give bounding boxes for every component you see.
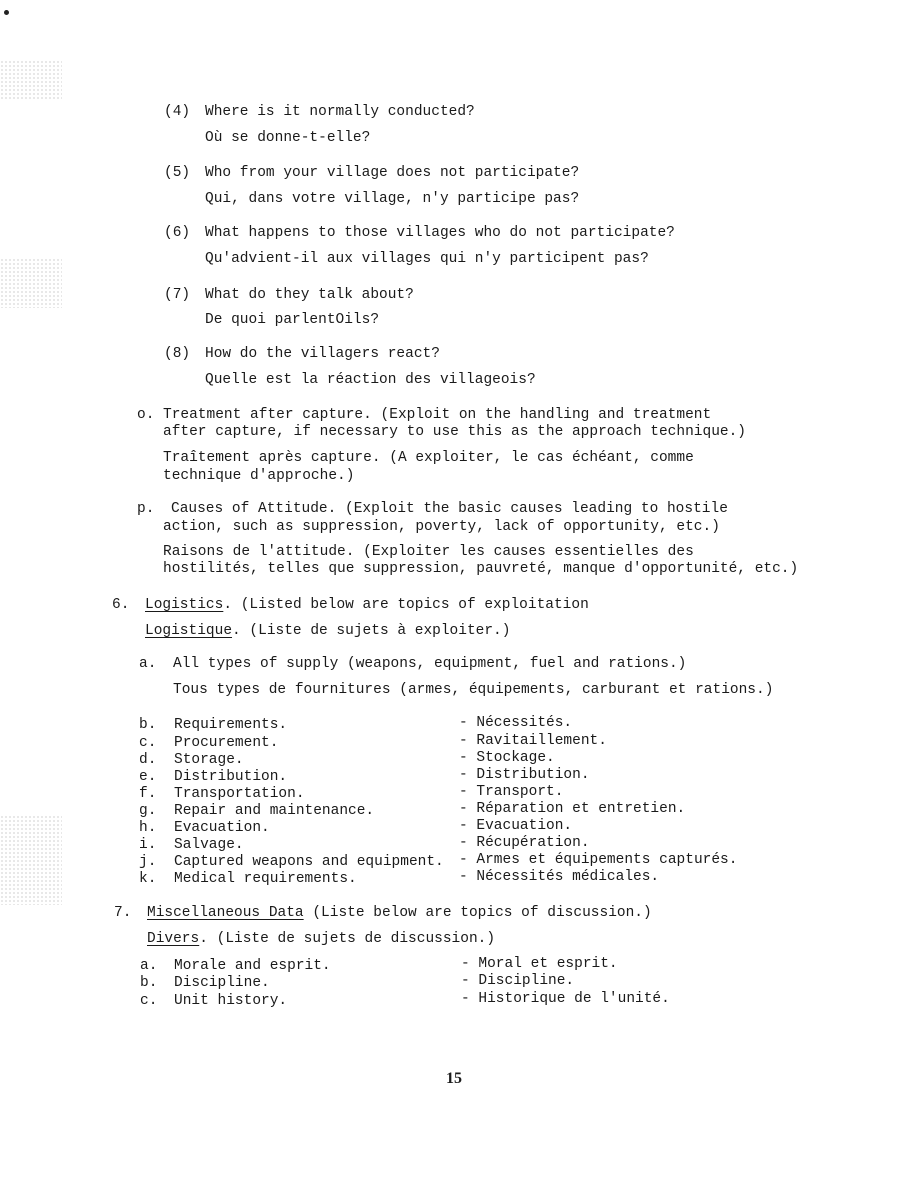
scan-speckle [0,60,62,100]
scan-mark [4,10,9,15]
item-letter: a. [139,656,157,672]
item-o-english: after capture, if necessary to use this as the approach technique.) [163,424,746,440]
list-item-english: Storage. [174,752,244,768]
list-item-french: - Evacuation. [459,818,573,834]
item-letter: c. [140,993,158,1009]
item-letter: b. [140,975,158,991]
section-6-heading [145,596,589,614]
question-french: Quelle est la réaction des villageois? [205,372,536,388]
question-number: (4) [164,104,191,120]
question-number: (6) [164,225,191,241]
question-english: How do the villagers react? [205,346,440,362]
list-item-english: Distribution. [174,769,288,785]
list-item-english: Transportation. [174,786,305,802]
page-number: 15 [446,1070,462,1087]
supply-french: Tous types de fournitures (armes, équipements, carburant et rations.) [173,682,774,698]
item-letter: c. [139,735,157,751]
question-english: What do they talk about? [205,287,414,303]
list-item-french: - Stockage. [459,750,555,766]
item-o-english: Treatment after capture. (Exploit on the handling and treatment [163,407,712,423]
list-item-french: - Armes et équipements capturés. [459,852,738,868]
list-item-french: - Nécessités médicales. [459,869,660,885]
section-6-heading-french [145,622,510,640]
scan-speckle [0,258,62,308]
item-letter: i. [139,837,157,853]
section-title: Logistique [145,623,233,639]
list-item-english: Repair and maintenance. [174,803,375,819]
section-7-heading [147,904,652,922]
list-item-french: - Moral et esprit. [461,956,618,972]
list-item-english: Discipline. [174,975,270,991]
item-letter: o. [137,407,155,423]
list-item-french: - Réparation et entretien. [459,801,686,817]
list-item-english: Salvage. [174,837,244,853]
list-item-french: - Historique de l'unité. [461,991,670,1007]
section-title: Divers [147,931,200,947]
item-letter: g. [139,803,157,819]
item-o-french: technique d'approche.) [163,468,355,484]
list-item-french: - Récupération. [459,835,590,851]
list-item-french: - Discipline. [461,973,575,989]
list-item-english: Morale and esprit. [174,958,331,974]
list-item-french: - Transport. [459,784,564,800]
question-english: What happens to those villages who do not participate? [205,225,675,241]
item-p-english: action, such as suppression, poverty, lack of opportunity, etc.) [163,519,720,535]
section-title: Logistics [145,597,224,613]
item-letter: h. [139,820,157,836]
list-item-english: Captured weapons and equipment. [174,854,444,870]
item-letter: j. [139,854,157,870]
item-letter: e. [139,769,157,785]
section-desc: . (Listed below are topics of exploitation [223,597,589,613]
scan-speckle [0,815,62,905]
question-english: Who from your village does not participate? [205,165,580,181]
question-french: De quoi parlentOils? [205,312,380,328]
item-letter: f. [139,786,157,802]
question-english: Where is it normally conducted? [205,104,475,120]
question-number: (8) [164,346,191,362]
section-7-heading-french [147,930,495,948]
section-desc: (Liste below are topics of discussion.) [303,905,652,921]
list-item-french: - Ravitaillement. [459,733,607,749]
section-desc: . (Liste de sujets à exploiter.) [232,623,511,639]
question-number: (5) [164,165,191,181]
item-letter: p. [137,501,155,517]
item-letter: k. [139,871,157,887]
item-letter: a. [140,958,158,974]
item-letter: d. [139,752,157,768]
section-number: 6. [112,597,130,613]
list-item-english: Medical requirements. [174,871,357,887]
section-title: Miscellaneous Data [147,905,304,921]
section-number: 7. [114,905,132,921]
section-desc: . (Liste de sujets de discussion.) [199,931,496,947]
list-item-english: Requirements. [174,717,288,733]
list-item-english: Procurement. [174,735,279,751]
question-french: Qu'advient-il aux villages qui n'y participent pas? [205,251,649,267]
question-french: Qui, dans votre village, n'y participe pas? [205,191,580,207]
question-french: Où se donne-t-elle? [205,130,371,146]
item-p-french: Raisons de l'attitude. (Exploiter les causes essentielles des [163,544,694,560]
supply-english: All types of supply (weapons, equipment, fuel and rations.) [173,656,687,672]
item-p-english: Causes of Attitude. (Exploit the basic causes leading to hostile [171,501,728,517]
list-item-english: Unit history. [174,993,288,1009]
list-item-french: - Distribution. [459,767,590,783]
question-number: (7) [164,287,191,303]
list-item-french: - Nécessités. [459,715,573,731]
item-letter: b. [139,717,157,733]
list-item-english: Evacuation. [174,820,270,836]
item-p-french: hostilités, telles que suppression, pauvreté, manque d'opportunité, etc.) [163,561,799,577]
item-o-french: Traîtement après capture. (A exploiter, le cas échéant, comme [163,450,694,466]
